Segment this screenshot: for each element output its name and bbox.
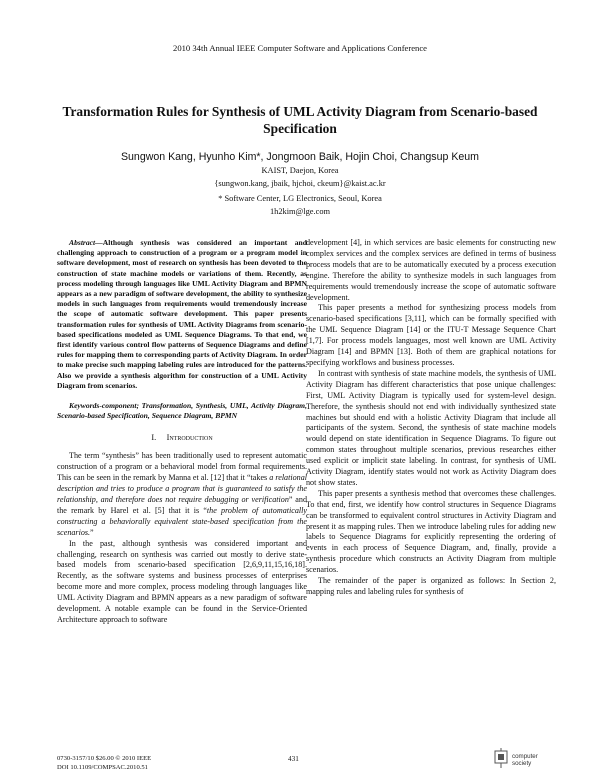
footer-doi: DOI 10.1109/COMPSAC.2010.51 xyxy=(57,763,148,771)
abstract xyxy=(57,238,307,391)
computer-society-logo xyxy=(492,748,552,772)
paper-title xyxy=(60,104,540,137)
right-paragraph-1: development [4], in which services are basic elements for constructing new complex services and the complex services are defined in terms of business process models that are to be automatically executed by a process execution engine. Therefore the ability to synthesize models in such languages from requirements would tremendously increase the scope of automatic software development. xyxy=(306,238,556,302)
intro-paragraph-2: In the past, although synthesis was considered important and challenging, research on synthesis was carried out mostly to derive state-based models from scenario-based specification [2,6,9,11,15,16,18]. Recently, as the software systems and business processes of enterprises become more and more complex, process modeling through languages like UML Activity Diagram and BPMN appears as a new paradigm of software development. A notable example can be found in the Service-Oriented Architecture approach to software xyxy=(57,538,307,624)
logo-text-computer: computer xyxy=(512,753,538,760)
footer-isbn: 0730-3157/10 $26.00 © 2010 IEEE xyxy=(57,755,152,762)
abstract-label: Abstract— xyxy=(69,238,103,247)
intro-paragraph-1 xyxy=(57,451,307,538)
author-list: Sungwon Kang, Hyunho Kim*, Jongmoon Baik, Hojin Choi, Changsup Keum xyxy=(120,151,480,163)
computer-society-logo-icon xyxy=(492,748,510,770)
intro-p1-text-c: ” xyxy=(90,527,94,537)
abstract-text: Although synthesis was considered an important and challenging approach to construction of a program or a program model in software development, most of research on synthesis has been devoted to the construction of state machine models or variations of them. Recently, as process modeling through languages like UML Activity Diagram and BPMN appears as a new paradigm of software development, the ability to synthesize models in such languages from requirements would tremendously increase the scope of automatic software development. This paper presents transformation rules for synthesis of UML Activity Diagrams from scenario-based specifications modeled as UML Sequence Diagrams. To that end, we first identify various control flow patterns of Sequence Diagrams and define rules for mapping them to corresponding parts of Activity Diagram. In order to make precise such mapping labeling rules are introduced for the patterns. Also we provide a synthesis algorithm for construction of a UML Activity Diagram from scenarios. xyxy=(57,238,307,390)
right-paragraph-4: This paper presents a synthesis method that overcomes these challenges. To that end, first, we identify how control structures in Sequence Diagrams can be transformed to equivalent control structures in Activity Diagram and present it as mapping rules. Then we introduce labeling rules for adding new labels to Sequence Diagrams for explicitly representing the ordering of events in each process of Sequence Diagram, and, finally, provide a synthesis procedure which constructs an Activity Diagram from multiple scenarios. xyxy=(306,488,556,575)
right-column xyxy=(306,238,556,598)
conference-header: 2010 34th Annual IEEE Computer Software and Applications Conference xyxy=(173,43,427,53)
logo-text-society: society xyxy=(512,760,532,767)
footer-copyright xyxy=(57,755,151,772)
left-column xyxy=(57,238,307,626)
affiliation-lg: * Software Center, LG Electronics, Seoul, Korea xyxy=(218,194,382,203)
intro-p1-text-b: ” and the remark by Harel et al. [5] that it is “ xyxy=(57,494,307,515)
page-number: 431 xyxy=(288,755,299,763)
section-heading xyxy=(57,433,307,444)
affiliation-kaist: KAIST, Daejon, Korea xyxy=(261,166,339,175)
title-line-2: Specification xyxy=(263,120,337,136)
right-paragraph-5: The remainder of the paper is organized as follows: In Section 2, mapping rules and labeling rules for synthesis of xyxy=(306,576,556,596)
intro-p1-text-a: The term “synthesis” has been traditionally used to represent automatic construction of a program or a behavioral model from formal requirements. This can be seen in the remark by Manna et al. [12] that it “takes xyxy=(57,451,307,483)
keywords: Keywords-component; Transformation, Synthesis, UML, Activity Diagram, Scenario-based Specification, Sequence Diagram, BPMN xyxy=(57,401,307,421)
right-paragraph-2: This paper presents a method for synthesizing process models from scenario-based specifications [3,11], which can be formally specified with the UML Sequence Diagram [14] or the ITU-T Message Sequence Chart [1,7]. For process models languages, most well known are UML Activity Diagram [14] and BPMN [13]. Both of them are graphical notations for specifying workflows and business processes. xyxy=(306,303,556,367)
email-lg: 1h2kim@lge.com xyxy=(269,207,331,216)
right-paragraph-3: In contrast with synthesis of state machine models, the synthesis of UML Activity Diagram has different characteristics that pose unique challenges: First, UML Activity Diagram is typically used for system-level design. Therefore, the synthesis should not end with individually synthesized state machines but should end with a holistic Activity Diagram that include all participants of the system. Second, the synthesis of state machine models would depend on state identification in Sequence Diagrams. To figure out common states throughout multiple scenarios, previous researches either used explicit or implicit state labeling. In contrast, for synthesis of UML Activity Diagram, identify states would not work as Activity Diagram does not show states. xyxy=(306,368,556,487)
intro-p1-quote-manna: a relational description and tries to produce a program that is guaranteed to satisfy the relationship, and therefore does not require debugging or verification xyxy=(57,473,307,504)
title-line-1: Transformation Rules for Synthesis of UML Activity Diagram from Scenario-based xyxy=(62,104,538,119)
section-title: Introduction xyxy=(166,433,213,443)
intro-p1-quote-harel: the problem of automatically constructing a behaviorally equivalent state-based specification from the scenarios. xyxy=(57,505,307,537)
emails-kaist: {sungwon.kang, jbaik, hjchoi, ckeum}@kaist.ac.kr xyxy=(214,179,386,188)
section-number: I. xyxy=(151,433,157,443)
